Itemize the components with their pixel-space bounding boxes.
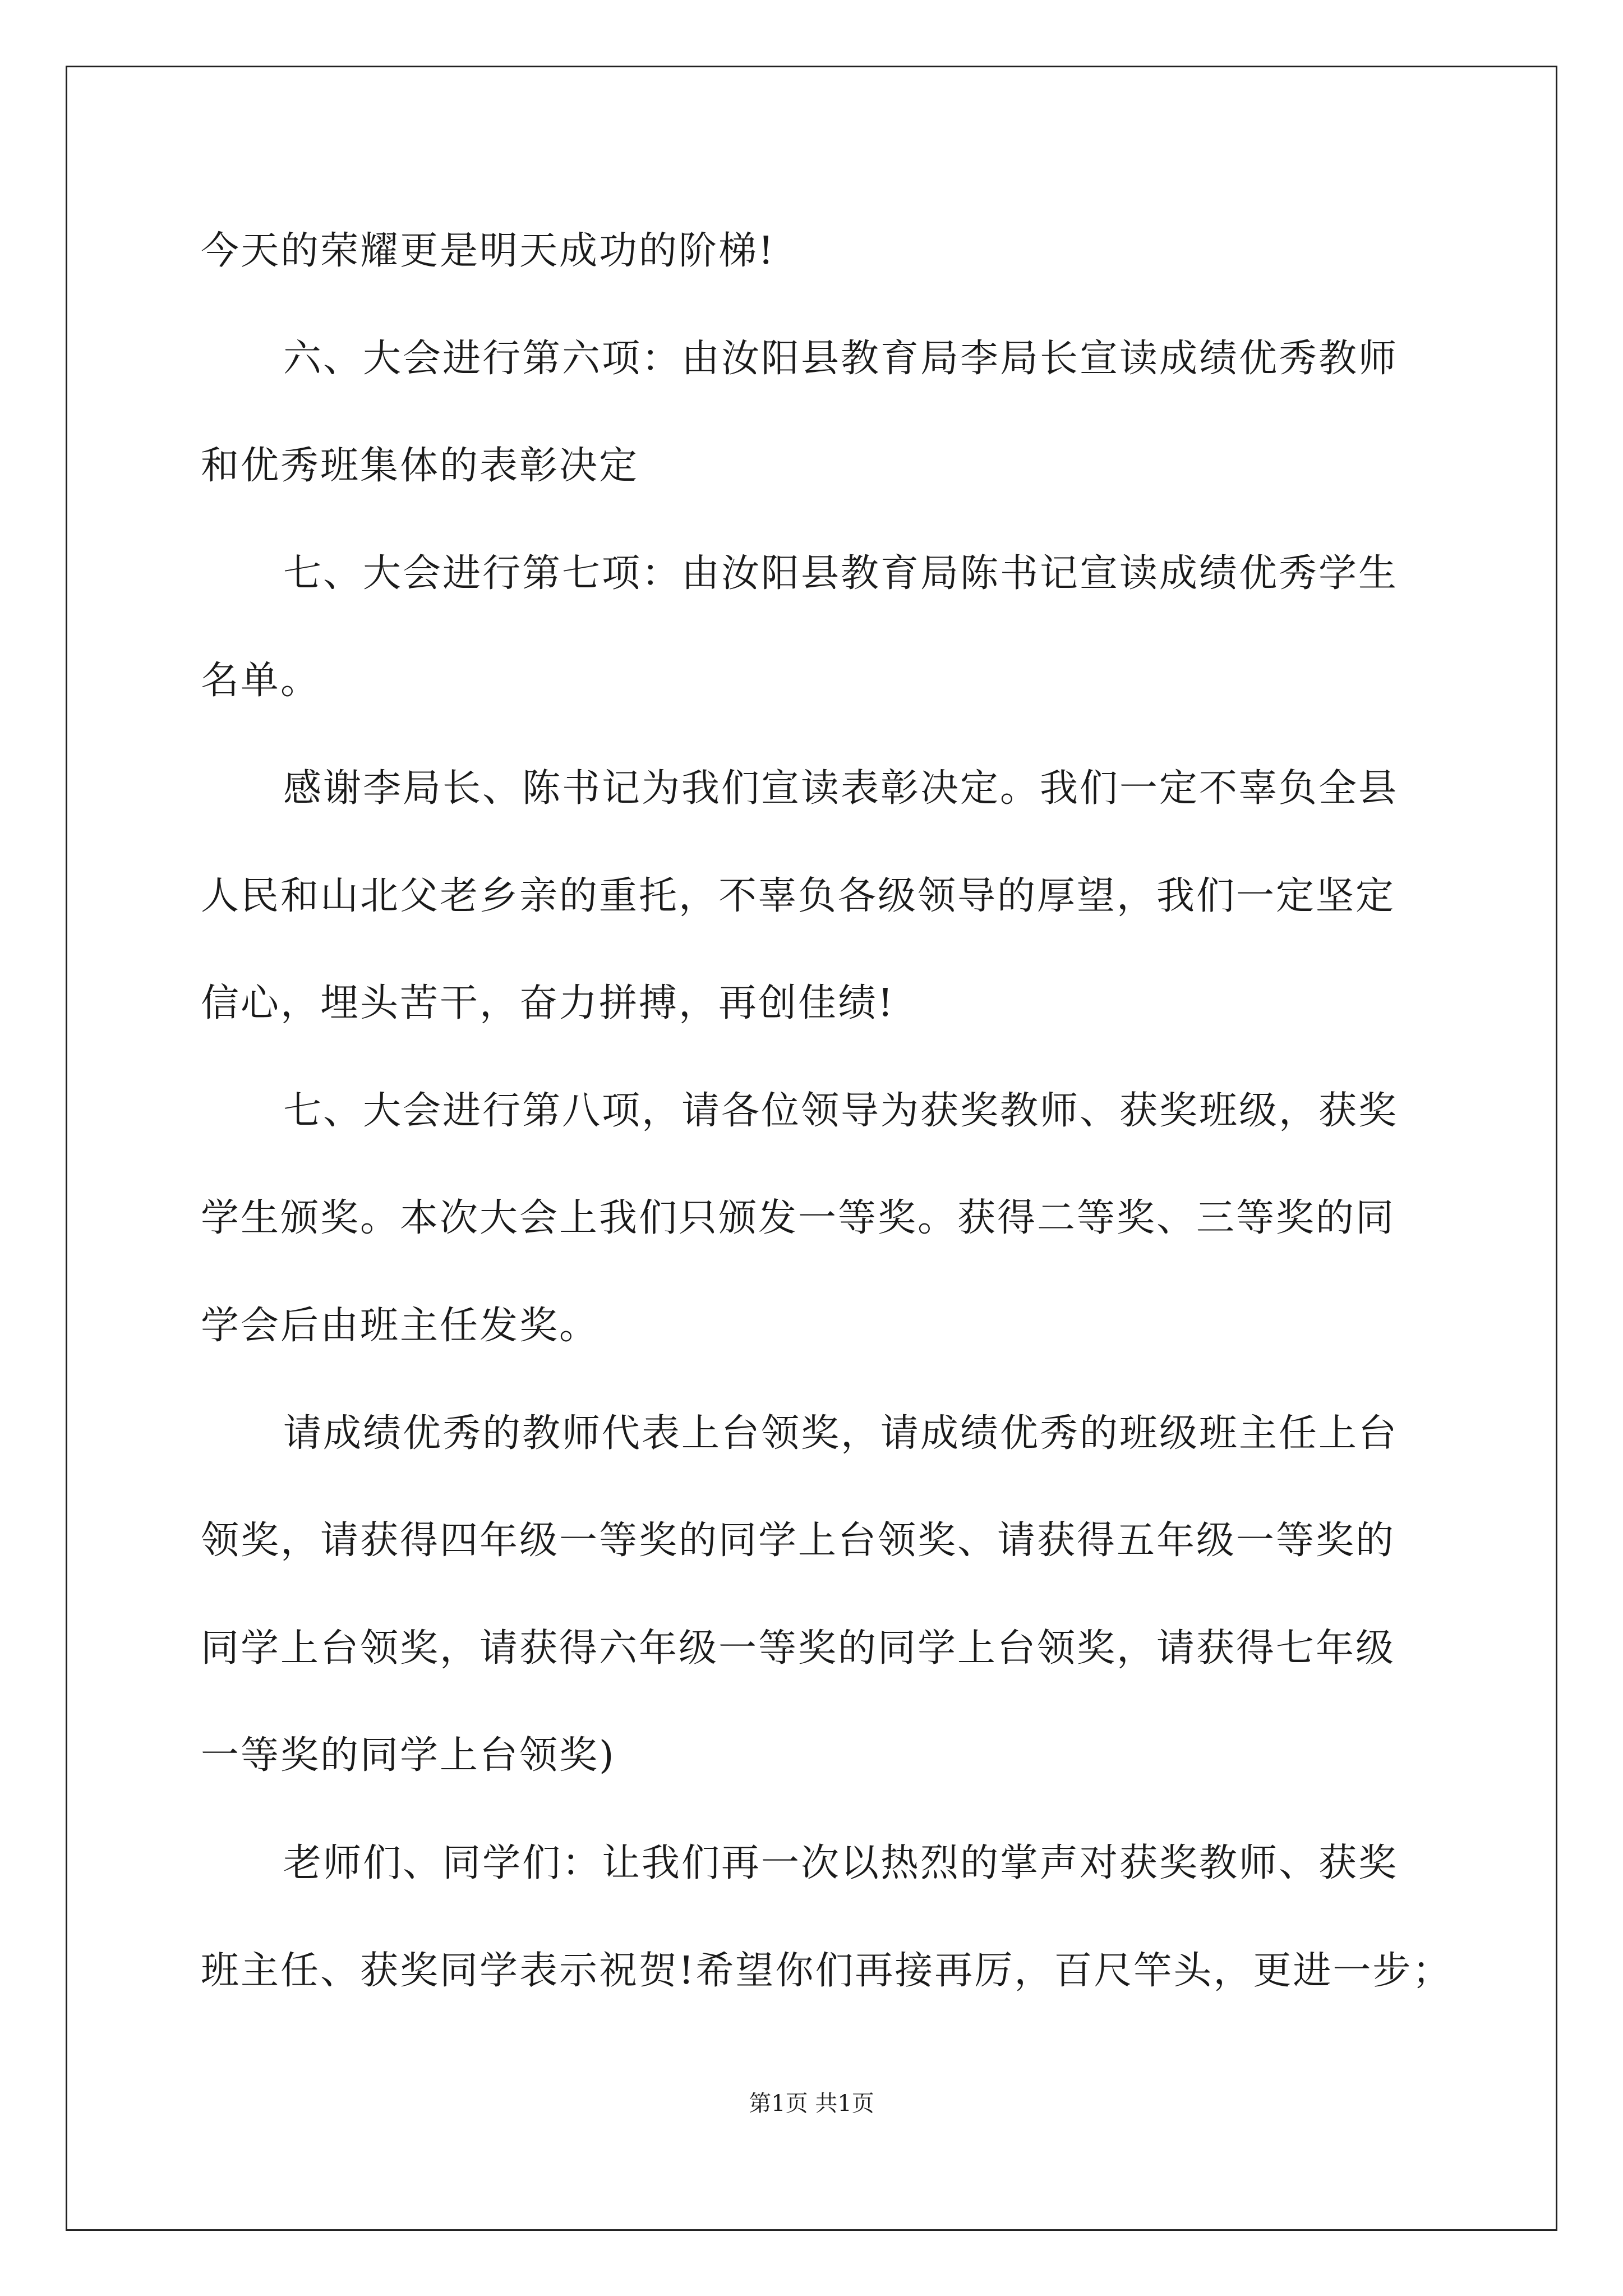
text-line-8: 信心，埋头苦干，奋力拼搏，再创佳绩! xyxy=(201,981,895,1025)
text-line-11: 学会后由班主任发奖。 xyxy=(201,1304,600,1348)
text-line-3: 和优秀班集体的表彰决定 xyxy=(201,444,639,488)
text-line-10: 学生颁奖。本次大会上我们只颁发一等奖。获得二等奖、三等奖的同 xyxy=(201,1196,1396,1240)
text-line-17: 班主任、获奖同学表示祝贺!希望你们再接再厉，百尺竿头，更进一步； xyxy=(201,1949,1453,1993)
text-line-4: 七、大会进行第七项：由汝阳县教育局陈书记宣读成绩优秀学生 xyxy=(283,551,1399,596)
text-line-13: 领奖，请获得四年级一等奖的同学上台领奖、请获得五年级一等奖的 xyxy=(201,1519,1396,1563)
text-line-12: 请成绩优秀的教师代表上台领奖，请成绩优秀的班级班主任上台 xyxy=(283,1411,1399,1456)
text-line-2: 六、大会进行第六项：由汝阳县教育局李局长宣读成绩优秀教师 xyxy=(283,337,1399,381)
page-border xyxy=(66,66,1557,2231)
text-line-9: 七、大会进行第八项，请各位领导为获奖教师、获奖班级，获奖 xyxy=(283,1089,1399,1133)
text-line-7: 人民和山北父老乡亲的重托，不辜负各级领导的厚望，我们一定坚定 xyxy=(201,874,1396,918)
text-line-14: 同学上台领奖，请获得六年级一等奖的同学上台领奖，请获得七年级 xyxy=(201,1626,1396,1671)
page-footer: 第1页 共1页 xyxy=(749,2091,874,2116)
text-line-6: 感谢李局长、陈书记为我们宣读表彰决定。我们一定不辜负全县 xyxy=(283,766,1399,811)
text-line-1: 今天的荣耀更是明天成功的阶梯! xyxy=(201,229,776,273)
text-line-15: 一等奖的同学上台领奖) xyxy=(201,1733,616,1778)
text-line-5: 名单。 xyxy=(201,659,321,703)
text-line-16: 老师们、同学们：让我们再一次以热烈的掌声对获奖教师、获奖 xyxy=(283,1841,1399,1885)
